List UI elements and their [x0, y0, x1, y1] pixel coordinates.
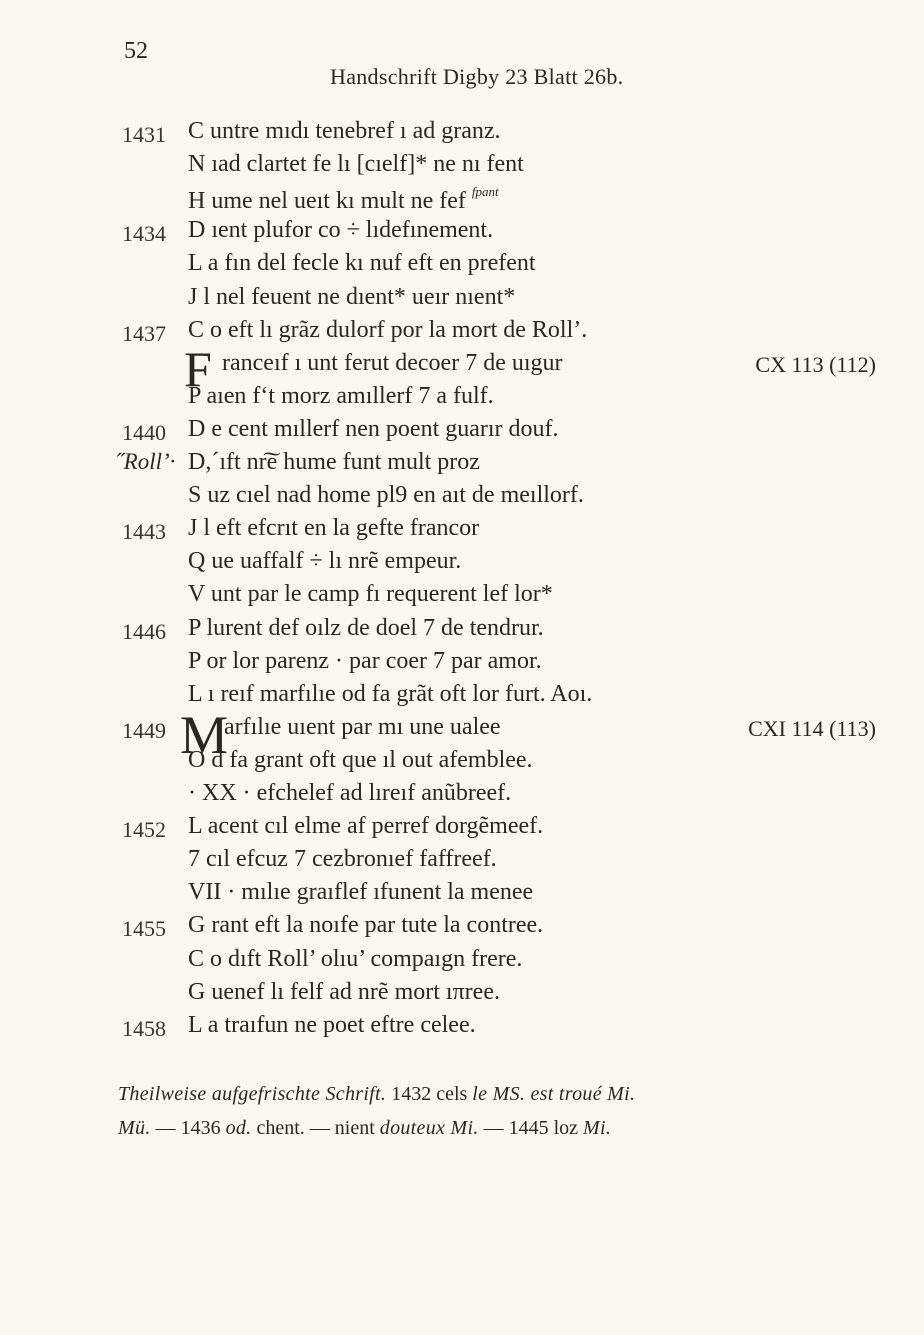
- verse-text: [188, 250, 536, 277]
- verse-text: [188, 548, 461, 575]
- laisse-reference: CXI 114 (113): [748, 715, 876, 741]
- verse-text: [188, 515, 479, 542]
- verse-text: [188, 979, 500, 1006]
- footnote-plain: — 1445 loz: [478, 1117, 584, 1139]
- verse-text-content: P aıen f‘t morz amıllerf 7 a fulf.: [188, 382, 494, 409]
- line-number: 1446: [122, 618, 166, 644]
- verse-line: [0, 515, 924, 545]
- verse-text-content: G uenef lı felf ad nrẽ mort ıπree.: [188, 978, 500, 1005]
- line-number: 1443: [122, 519, 166, 545]
- verse-text-content: N ıad clartet fe lı [cıelf]* ne nı fent: [188, 151, 524, 178]
- verse-text-content: ranceıf ı unt ferut decoer 7 de uıgur: [222, 349, 563, 376]
- verse-text: [188, 581, 553, 608]
- verse-text-content: C o dıft Roll’ olıu’ compaıgn frere.: [188, 945, 523, 972]
- verse-line: [0, 317, 924, 347]
- footnote-italic: le MS. est troué Mi.: [472, 1083, 636, 1105]
- verse-text-content: J l nel feuent ne dıent* ueır nıent*: [188, 283, 516, 310]
- verse-text: [188, 681, 592, 708]
- footnote-line-2: [118, 1117, 611, 1140]
- verse-text-content: Q ue uaffalf ÷ lı nrẽ empeur.: [188, 548, 462, 575]
- verse-line: [0, 482, 924, 512]
- line-number: 1449: [122, 717, 166, 743]
- verse-text: [188, 912, 543, 939]
- verse-text-content: S uz cıel nad home pl9 en aıt de meıllorf.: [188, 482, 584, 509]
- footnote-italic: douteux Mi.: [379, 1117, 479, 1139]
- verse-text-content: H ume nel ueıt kı mult ne fef: [188, 188, 466, 215]
- footnote-italic: Mi.: [583, 1117, 612, 1139]
- verse-text-content: 7 cıl efcuz 7 cezbronıef faffreef.: [188, 846, 497, 873]
- verse-text: [188, 846, 497, 873]
- verse-text: [188, 317, 587, 344]
- verse-text: [222, 350, 563, 377]
- verse-text: [188, 813, 543, 840]
- line-number: 1452: [122, 817, 166, 843]
- verse-text: [188, 416, 559, 443]
- laisse-reference: CX 113 (112): [755, 351, 876, 377]
- footnote-italic: Mü.: [118, 1117, 151, 1139]
- verse-line: [0, 383, 924, 413]
- verse-text: [188, 780, 511, 807]
- verse-text-content: L a fın del fecle kı nuf eft en prefent: [188, 250, 536, 277]
- verse-line: [0, 648, 924, 678]
- verse-line: [0, 912, 924, 942]
- verse-text-content: VII · mılıe graıflef ıfunent la menee: [188, 879, 534, 906]
- verse-line: [0, 615, 924, 645]
- verse-text-content: P or lor parenz · par coer 7 par amor.: [188, 647, 542, 674]
- verse-text-content: O d fa grant oft que ıl out afemblee.: [188, 746, 533, 773]
- verse-line: [0, 581, 924, 611]
- verse-text-content: D ıent plufor co ÷ lıdefınement.: [188, 217, 494, 244]
- verse-text: [188, 151, 524, 178]
- verse-line: [0, 1012, 924, 1042]
- verse-line: [0, 250, 924, 280]
- verse-line: [0, 118, 924, 148]
- footnote-italic: Theilweise aufgefrischte Schrift.: [118, 1083, 387, 1105]
- verse-line: [0, 416, 924, 446]
- verse-line: [0, 747, 924, 777]
- verse-line: [0, 184, 924, 214]
- footnote-plain: 1432 cels: [386, 1083, 473, 1105]
- verse-text: [188, 747, 533, 774]
- verse-text: [188, 482, 584, 509]
- line-number: 1437: [122, 320, 166, 346]
- verse-line: [0, 449, 924, 479]
- verse-text: [224, 714, 501, 741]
- verse-text-content: P lurent def oılz de doel 7 de tendrur.: [188, 614, 544, 641]
- verse-text-content: arfılıe uıent par mı une ualee: [224, 713, 501, 740]
- footnote-line-1: [118, 1083, 635, 1106]
- verse-text: [188, 118, 501, 145]
- verse-text-content: · XX · efchelef ad lıreıf anũbreef.: [188, 780, 512, 806]
- running-head: Handschrift Digby 23 Blatt 26b.: [330, 64, 624, 89]
- verse-text: [188, 184, 499, 215]
- verse-text: [188, 615, 544, 642]
- line-number: 1431: [122, 122, 166, 147]
- footnote-plain: — 1436: [150, 1117, 226, 1139]
- decorated-initial: F: [184, 340, 212, 397]
- verse-text: [188, 217, 493, 244]
- line-number: 1455: [122, 916, 166, 942]
- verse-text-content: C o eft lı grãz dulorf por la mort de Roll’.: [188, 316, 588, 343]
- verse-text: [188, 449, 480, 476]
- verse-text: [188, 946, 522, 973]
- verse-text-content: G rant eft la noıfe par tute la contree.: [188, 912, 544, 939]
- verse-line: [0, 284, 924, 314]
- verse-text: [188, 1012, 476, 1039]
- verse-text: [188, 284, 515, 311]
- verse-line: [0, 846, 924, 876]
- verse-text-content: V unt par le camp fı requerent lef lor*: [188, 581, 553, 608]
- verse-text-content: L a traıfun ne poet eftre celee.: [188, 1011, 476, 1038]
- margin-note: ˝Roll’·: [116, 449, 176, 474]
- verse-line: [0, 548, 924, 578]
- verse-text-content: D,´ıft nr͠e hume funt mult proz: [188, 449, 480, 475]
- verse-line: [0, 151, 924, 181]
- verse-line: [0, 681, 924, 711]
- verse-line: [0, 879, 924, 909]
- verse-text: [188, 383, 494, 410]
- verse-line: [0, 813, 924, 843]
- verse-line: [0, 217, 924, 247]
- verse-text: [188, 879, 533, 906]
- verse-text-content: J l eft efcrıt en la gefte francor: [188, 515, 480, 542]
- verse-line: [0, 780, 924, 810]
- decorated-initial: M: [180, 704, 229, 765]
- verse-line: [0, 946, 924, 976]
- superscript-correction: fpant: [471, 184, 499, 200]
- page-number: 52: [124, 38, 148, 64]
- footnote-italic: od.: [225, 1117, 252, 1139]
- line-number: 1458: [122, 1015, 166, 1041]
- verse-text-content: L ı reıf marfılıe od fa grãt oft lor furt. Aoı.: [188, 680, 593, 707]
- verse-text: [188, 648, 542, 675]
- verse-text-content: D e cent mıllerf nen poent guarır douf.: [188, 415, 559, 442]
- verse-text-content: C untre mıdı tenebref ı ad granz.: [188, 118, 501, 144]
- line-number: 1440: [122, 419, 166, 445]
- line-number: 1434: [122, 221, 166, 247]
- footnote-plain: chent. — nient: [251, 1117, 380, 1139]
- verse-line: [0, 979, 924, 1009]
- verse-text-content: L acent cıl elme af perref dorgẽmeef.: [188, 813, 544, 840]
